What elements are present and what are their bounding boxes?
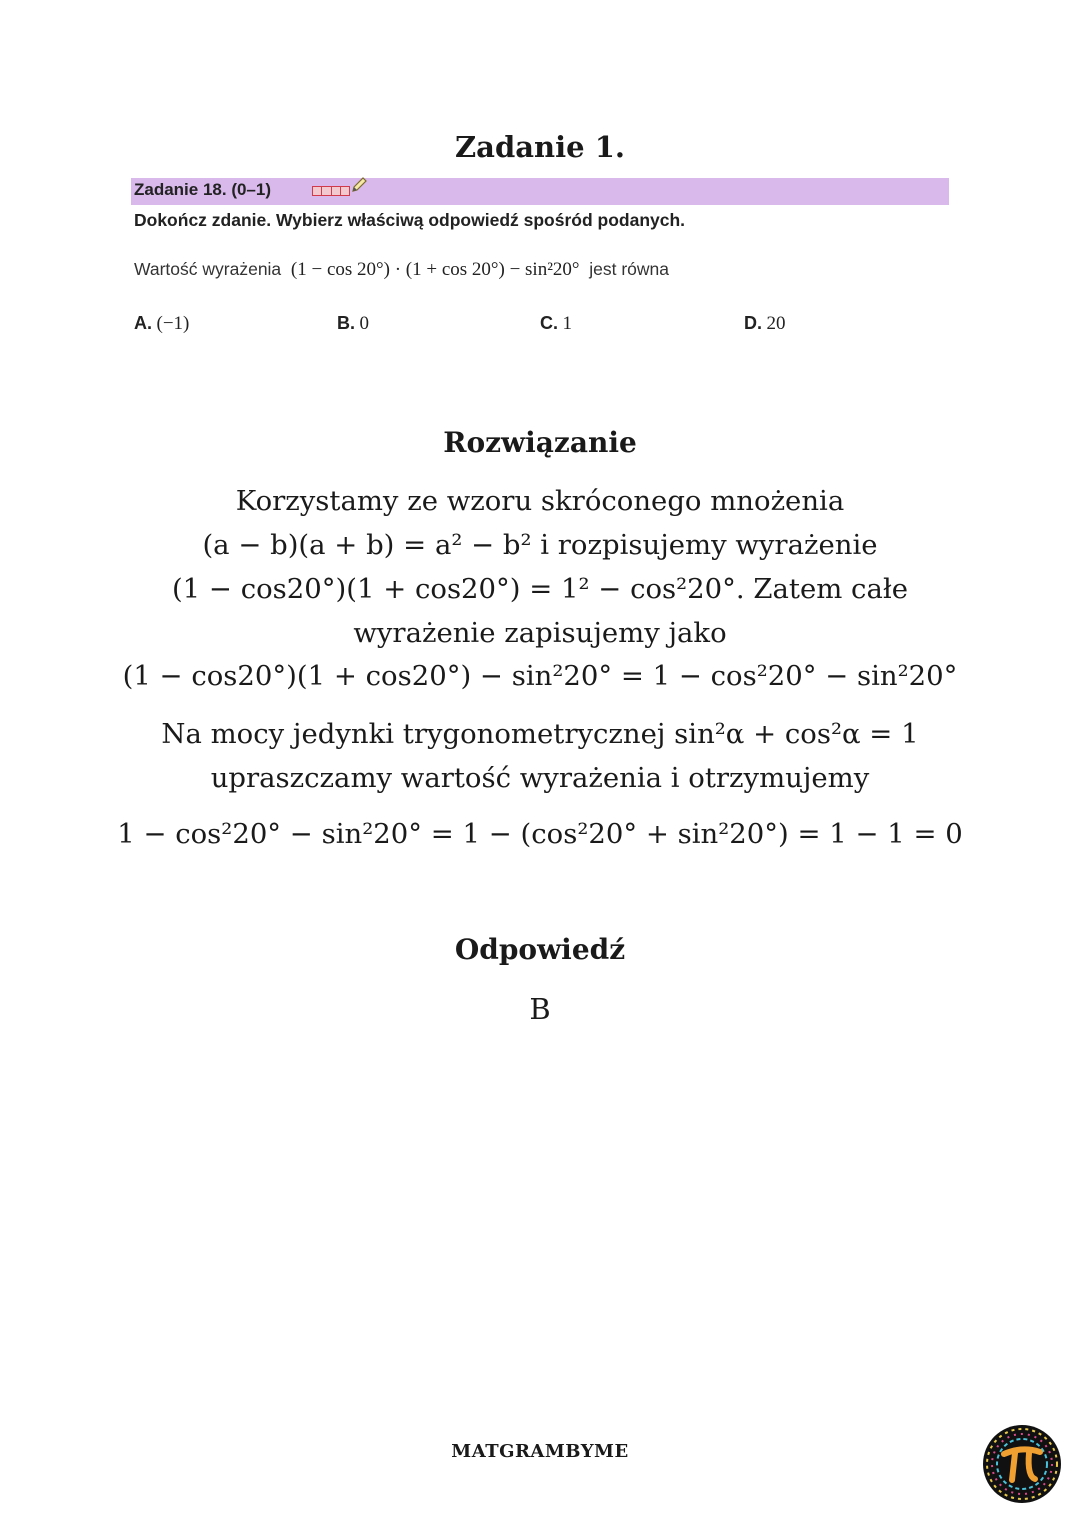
- answer-value: B: [529, 992, 551, 1026]
- solution-line-3: (1 − cos20°)(1 + cos20°) = 1² − cos²20°. Zatem całe: [171, 573, 909, 605]
- solution-line-8: 1 − cos²20° − sin²20° = 1 − (cos²20° + sin²20°) = 1 − 1 = 0: [117, 818, 963, 850]
- solution-line-1: Korzystamy ze wzoru skróconego mnożenia: [235, 485, 845, 517]
- solution-line-2: (a − b)(a + b) = a² − b² i rozpisujemy wyrażenie: [202, 529, 878, 561]
- footer-brand: MATGRAMBYME: [451, 1441, 629, 1462]
- task-header: Zadanie 18. (0–1): [134, 180, 272, 199]
- option-d: D. 20: [744, 313, 786, 334]
- option-a: A. (−1): [134, 313, 190, 334]
- points-box-icon: [312, 186, 350, 196]
- solution-line-7: upraszczamy wartość wyrażenia i otrzymujemy: [210, 762, 870, 794]
- question-text: [134, 259, 669, 281]
- question-suffix: jest równa: [589, 259, 670, 279]
- pi-logo-icon: [982, 1424, 1062, 1504]
- solution-line-4: wyrażenie zapisujemy jako: [353, 617, 727, 649]
- answer-heading: Odpowiedź: [454, 933, 626, 966]
- solution-heading: Rozwiązanie: [443, 426, 637, 459]
- question-expression: (1 − cos 20°) · (1 + cos 20°) − sin²20°: [290, 259, 580, 280]
- page-title: Zadanie 1.: [455, 130, 625, 164]
- task-instruction: Dokończ zdanie. Wybierz właściwą odpowiedź spośród podanych.: [134, 210, 686, 230]
- option-b: B. 0: [337, 313, 369, 334]
- option-c: C. 1: [540, 313, 572, 334]
- question-prefix: Wartość wyrażenia: [134, 259, 282, 279]
- solution-line-6: Na mocy jedynki trygonometrycznej sin²α + cos²α = 1: [161, 718, 919, 750]
- solution-line-5: (1 − cos20°)(1 + cos20°) − sin²20° = 1 − cos²20° − sin²20°: [122, 660, 958, 692]
- pencil-icon: [350, 176, 368, 194]
